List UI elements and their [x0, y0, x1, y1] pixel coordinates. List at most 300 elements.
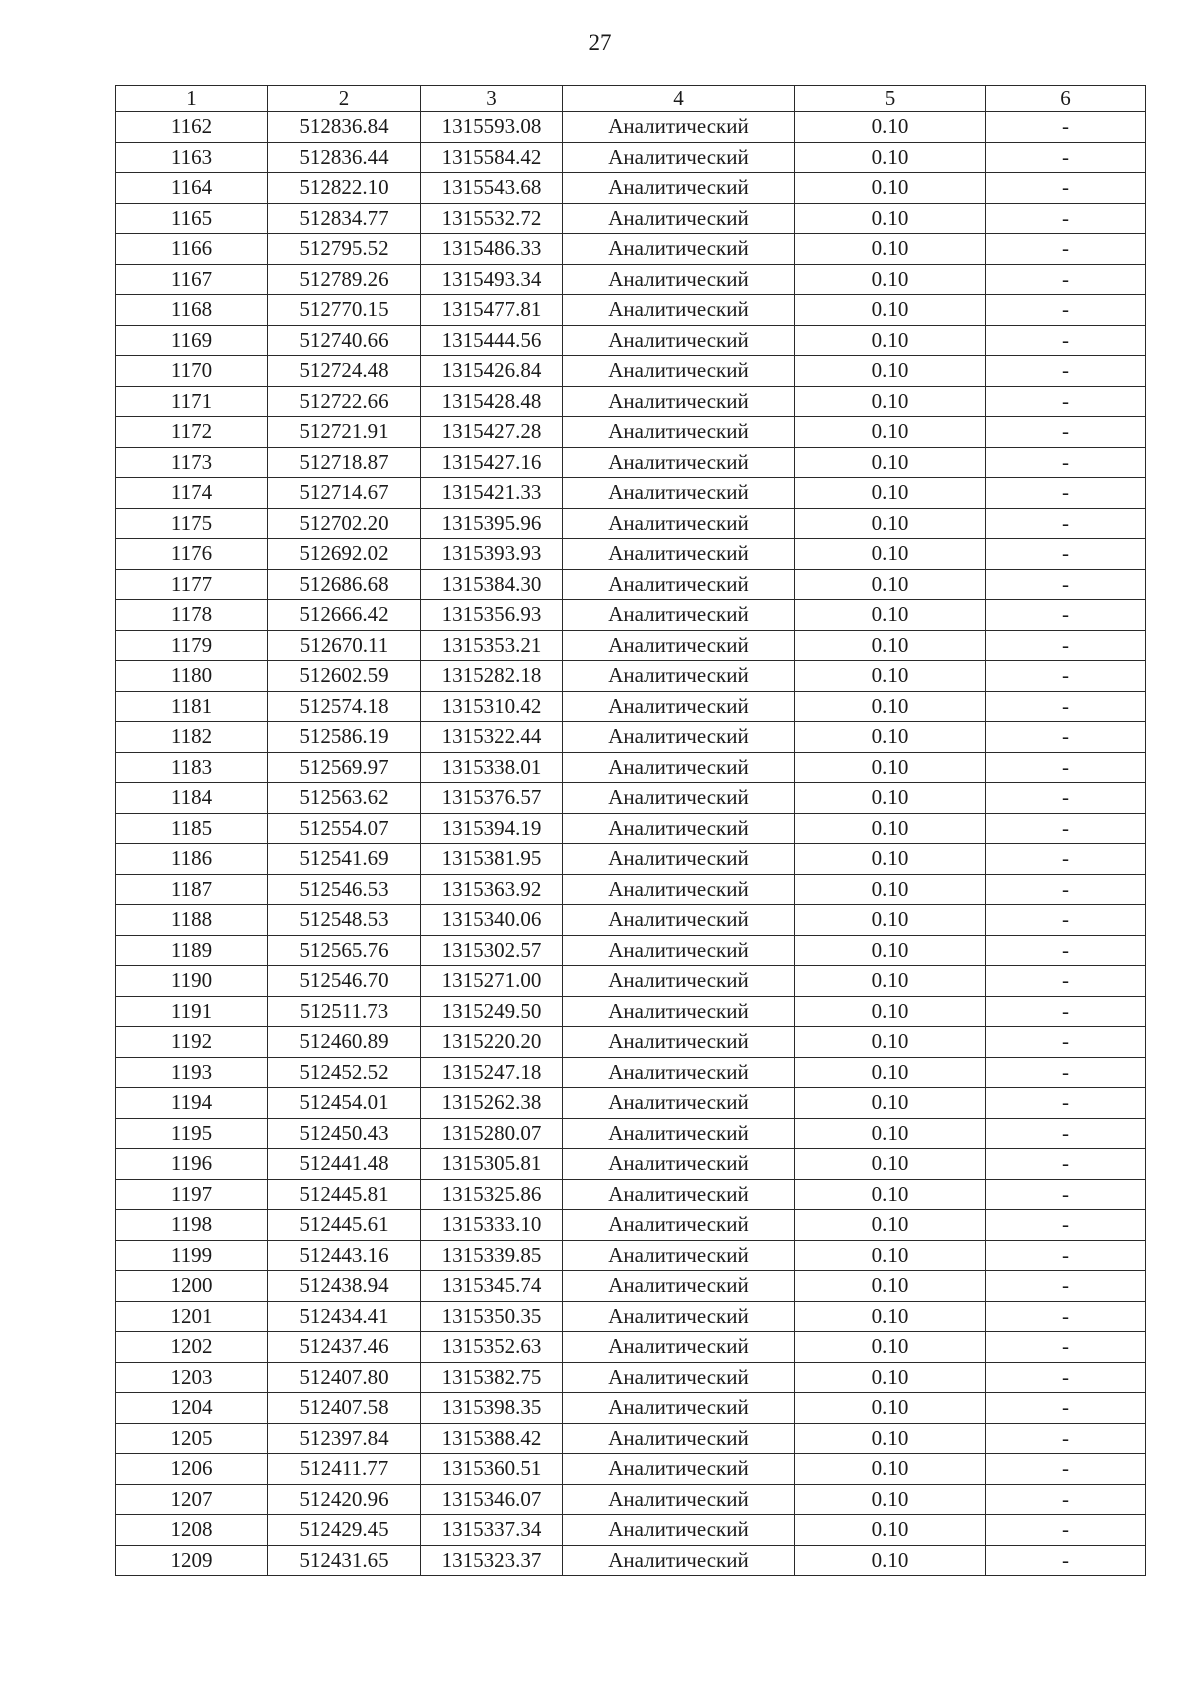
accuracy-cell: 0.10 — [795, 1423, 986, 1454]
y-coordinate-cell: 1315486.33 — [421, 234, 563, 265]
x-coordinate-cell: 512452.52 — [268, 1057, 421, 1088]
table-row — [116, 813, 1146, 844]
table-row — [116, 1149, 1146, 1180]
y-coordinate-cell: 1315350.35 — [421, 1301, 563, 1332]
accuracy-cell: 0.10 — [795, 264, 986, 295]
x-coordinate-cell: 512407.80 — [268, 1362, 421, 1393]
method-cell: Аналитический — [563, 1301, 795, 1332]
table-row — [116, 539, 1146, 570]
accuracy-cell: 0.10 — [795, 722, 986, 753]
description-cell: - — [986, 844, 1146, 875]
description-cell: - — [986, 874, 1146, 905]
accuracy-cell: 0.10 — [795, 661, 986, 692]
description-cell: - — [986, 630, 1146, 661]
y-coordinate-cell: 1315426.84 — [421, 356, 563, 387]
accuracy-cell: 0.10 — [795, 173, 986, 204]
y-coordinate-cell: 1315325.86 — [421, 1179, 563, 1210]
y-coordinate-cell: 1315382.75 — [421, 1362, 563, 1393]
table-row — [116, 722, 1146, 753]
description-cell: - — [986, 783, 1146, 814]
x-coordinate-cell: 512770.15 — [268, 295, 421, 326]
accuracy-cell: 0.10 — [795, 142, 986, 173]
table-row — [116, 173, 1146, 204]
x-coordinate-cell: 512445.61 — [268, 1210, 421, 1241]
column-header: 3 — [421, 86, 563, 112]
method-cell: Аналитический — [563, 691, 795, 722]
description-cell: - — [986, 325, 1146, 356]
accuracy-cell: 0.10 — [795, 1027, 986, 1058]
method-cell: Аналитический — [563, 1362, 795, 1393]
description-cell: - — [986, 1088, 1146, 1119]
table-row — [116, 661, 1146, 692]
accuracy-cell: 0.10 — [795, 1057, 986, 1088]
method-cell: Аналитический — [563, 1484, 795, 1515]
y-coordinate-cell: 1315493.34 — [421, 264, 563, 295]
y-coordinate-cell: 1315280.07 — [421, 1118, 563, 1149]
description-cell: - — [986, 1118, 1146, 1149]
accuracy-cell: 0.10 — [795, 234, 986, 265]
table-row — [116, 1210, 1146, 1241]
description-cell: - — [986, 356, 1146, 387]
accuracy-cell: 0.10 — [795, 1149, 986, 1180]
y-coordinate-cell: 1315310.42 — [421, 691, 563, 722]
description-cell: - — [986, 142, 1146, 173]
table-row — [116, 447, 1146, 478]
table-row — [116, 112, 1146, 143]
point-number-cell: 1170 — [116, 356, 268, 387]
table-row — [116, 417, 1146, 448]
description-cell: - — [986, 234, 1146, 265]
description-cell: - — [986, 1454, 1146, 1485]
table-row — [116, 264, 1146, 295]
table-row — [116, 386, 1146, 417]
y-coordinate-cell: 1315262.38 — [421, 1088, 563, 1119]
column-header: 1 — [116, 86, 268, 112]
point-number-cell: 1209 — [116, 1545, 268, 1576]
description-cell: - — [986, 508, 1146, 539]
description-cell: - — [986, 935, 1146, 966]
x-coordinate-cell: 512407.58 — [268, 1393, 421, 1424]
table-row — [116, 142, 1146, 173]
accuracy-cell: 0.10 — [795, 905, 986, 936]
y-coordinate-cell: 1315339.85 — [421, 1240, 563, 1271]
x-coordinate-cell: 512574.18 — [268, 691, 421, 722]
page-number: 27 — [588, 30, 612, 55]
y-coordinate-cell: 1315543.68 — [421, 173, 563, 204]
accuracy-cell: 0.10 — [795, 569, 986, 600]
method-cell: Аналитический — [563, 600, 795, 631]
description-cell: - — [986, 752, 1146, 783]
accuracy-cell: 0.10 — [795, 1362, 986, 1393]
point-number-cell: 1208 — [116, 1515, 268, 1546]
point-number-cell: 1171 — [116, 386, 268, 417]
y-coordinate-cell: 1315345.74 — [421, 1271, 563, 1302]
method-cell: Аналитический — [563, 661, 795, 692]
y-coordinate-cell: 1315532.72 — [421, 203, 563, 234]
table-row — [116, 630, 1146, 661]
x-coordinate-cell: 512586.19 — [268, 722, 421, 753]
x-coordinate-cell: 512724.48 — [268, 356, 421, 387]
point-number-cell: 1178 — [116, 600, 268, 631]
point-number-cell: 1200 — [116, 1271, 268, 1302]
point-number-cell: 1192 — [116, 1027, 268, 1058]
accuracy-cell: 0.10 — [795, 1454, 986, 1485]
description-cell: - — [986, 661, 1146, 692]
point-number-cell: 1166 — [116, 234, 268, 265]
x-coordinate-cell: 512834.77 — [268, 203, 421, 234]
accuracy-cell: 0.10 — [795, 508, 986, 539]
table-row — [116, 600, 1146, 631]
description-cell: - — [986, 996, 1146, 1027]
description-cell: - — [986, 1179, 1146, 1210]
point-number-cell: 1201 — [116, 1301, 268, 1332]
point-number-cell: 1181 — [116, 691, 268, 722]
accuracy-cell: 0.10 — [795, 203, 986, 234]
description-cell: - — [986, 1149, 1146, 1180]
y-coordinate-cell: 1315584.42 — [421, 142, 563, 173]
method-cell: Аналитический — [563, 1271, 795, 1302]
accuracy-cell: 0.10 — [795, 1210, 986, 1241]
table-row — [116, 844, 1146, 875]
description-cell: - — [986, 203, 1146, 234]
method-cell: Аналитический — [563, 539, 795, 570]
table-row — [116, 1393, 1146, 1424]
accuracy-cell: 0.10 — [795, 447, 986, 478]
x-coordinate-cell: 512692.02 — [268, 539, 421, 570]
x-coordinate-cell: 512602.59 — [268, 661, 421, 692]
y-coordinate-cell: 1315337.34 — [421, 1515, 563, 1546]
table-row — [116, 1118, 1146, 1149]
y-coordinate-cell: 1315338.01 — [421, 752, 563, 783]
table-row — [116, 356, 1146, 387]
table-row — [116, 1515, 1146, 1546]
description-cell: - — [986, 569, 1146, 600]
y-coordinate-cell: 1315427.16 — [421, 447, 563, 478]
point-number-cell: 1202 — [116, 1332, 268, 1363]
x-coordinate-cell: 512450.43 — [268, 1118, 421, 1149]
accuracy-cell: 0.10 — [795, 813, 986, 844]
point-number-cell: 1187 — [116, 874, 268, 905]
point-number-cell: 1169 — [116, 325, 268, 356]
x-coordinate-cell: 512554.07 — [268, 813, 421, 844]
point-number-cell: 1198 — [116, 1210, 268, 1241]
x-coordinate-cell: 512548.53 — [268, 905, 421, 936]
method-cell: Аналитический — [563, 783, 795, 814]
method-cell: Аналитический — [563, 752, 795, 783]
accuracy-cell: 0.10 — [795, 1088, 986, 1119]
method-cell: Аналитический — [563, 112, 795, 143]
accuracy-cell: 0.10 — [795, 844, 986, 875]
x-coordinate-cell: 512438.94 — [268, 1271, 421, 1302]
point-number-cell: 1183 — [116, 752, 268, 783]
point-number-cell: 1188 — [116, 905, 268, 936]
description-cell: - — [986, 386, 1146, 417]
point-number-cell: 1206 — [116, 1454, 268, 1485]
method-cell: Аналитический — [563, 386, 795, 417]
y-coordinate-cell: 1315394.19 — [421, 813, 563, 844]
x-coordinate-cell: 512546.70 — [268, 966, 421, 997]
description-cell: - — [986, 1484, 1146, 1515]
method-cell: Аналитический — [563, 722, 795, 753]
table-row — [116, 1027, 1146, 1058]
x-coordinate-cell: 512429.45 — [268, 1515, 421, 1546]
accuracy-cell: 0.10 — [795, 1515, 986, 1546]
table-row — [116, 478, 1146, 509]
description-cell: - — [986, 539, 1146, 570]
x-coordinate-cell: 512686.68 — [268, 569, 421, 600]
table-row — [116, 1454, 1146, 1485]
description-cell: - — [986, 1515, 1146, 1546]
point-number-cell: 1193 — [116, 1057, 268, 1088]
accuracy-cell: 0.10 — [795, 600, 986, 631]
x-coordinate-cell: 512541.69 — [268, 844, 421, 875]
x-coordinate-cell: 512789.26 — [268, 264, 421, 295]
table-row — [116, 1301, 1146, 1332]
table-row — [116, 935, 1146, 966]
point-number-cell: 1172 — [116, 417, 268, 448]
accuracy-cell: 0.10 — [795, 966, 986, 997]
method-cell: Аналитический — [563, 508, 795, 539]
accuracy-cell: 0.10 — [795, 478, 986, 509]
y-coordinate-cell: 1315477.81 — [421, 295, 563, 326]
description-cell: - — [986, 966, 1146, 997]
table-row — [116, 234, 1146, 265]
method-cell: Аналитический — [563, 813, 795, 844]
point-number-cell: 1176 — [116, 539, 268, 570]
description-cell: - — [986, 691, 1146, 722]
x-coordinate-cell: 512511.73 — [268, 996, 421, 1027]
description-cell: - — [986, 1393, 1146, 1424]
y-coordinate-cell: 1315421.33 — [421, 478, 563, 509]
y-coordinate-cell: 1315249.50 — [421, 996, 563, 1027]
method-cell: Аналитический — [563, 325, 795, 356]
accuracy-cell: 0.10 — [795, 417, 986, 448]
point-number-cell: 1190 — [116, 966, 268, 997]
point-number-cell: 1180 — [116, 661, 268, 692]
x-coordinate-cell: 512445.81 — [268, 1179, 421, 1210]
table-row — [116, 1362, 1146, 1393]
table-row — [116, 1423, 1146, 1454]
table-row — [116, 996, 1146, 1027]
description-cell: - — [986, 1210, 1146, 1241]
method-cell: Аналитический — [563, 203, 795, 234]
accuracy-cell: 0.10 — [795, 691, 986, 722]
accuracy-cell: 0.10 — [795, 539, 986, 570]
y-coordinate-cell: 1315593.08 — [421, 112, 563, 143]
table-row — [116, 1057, 1146, 1088]
method-cell: Аналитический — [563, 844, 795, 875]
accuracy-cell: 0.10 — [795, 783, 986, 814]
table-header-row — [116, 86, 1146, 112]
table-row — [116, 1545, 1146, 1576]
x-coordinate-cell: 512431.65 — [268, 1545, 421, 1576]
table-body — [116, 112, 1146, 1576]
method-cell: Аналитический — [563, 356, 795, 387]
description-cell: - — [986, 1057, 1146, 1088]
table-row — [116, 295, 1146, 326]
x-coordinate-cell: 512563.62 — [268, 783, 421, 814]
description-cell: - — [986, 1240, 1146, 1271]
point-number-cell: 1199 — [116, 1240, 268, 1271]
method-cell: Аналитический — [563, 935, 795, 966]
description-cell: - — [986, 1332, 1146, 1363]
method-cell: Аналитический — [563, 996, 795, 1027]
method-cell: Аналитический — [563, 1454, 795, 1485]
method-cell: Аналитический — [563, 1118, 795, 1149]
accuracy-cell: 0.10 — [795, 996, 986, 1027]
point-number-cell: 1179 — [116, 630, 268, 661]
y-coordinate-cell: 1315395.96 — [421, 508, 563, 539]
y-coordinate-cell: 1315376.57 — [421, 783, 563, 814]
x-coordinate-cell: 512721.91 — [268, 417, 421, 448]
y-coordinate-cell: 1315428.48 — [421, 386, 563, 417]
accuracy-cell: 0.10 — [795, 1240, 986, 1271]
y-coordinate-cell: 1315388.42 — [421, 1423, 563, 1454]
column-header: 6 — [986, 86, 1146, 112]
y-coordinate-cell: 1315302.57 — [421, 935, 563, 966]
method-cell: Аналитический — [563, 1545, 795, 1576]
y-coordinate-cell: 1315352.63 — [421, 1332, 563, 1363]
table-row — [116, 783, 1146, 814]
method-cell: Аналитический — [563, 1088, 795, 1119]
method-cell: Аналитический — [563, 1423, 795, 1454]
x-coordinate-cell: 512569.97 — [268, 752, 421, 783]
y-coordinate-cell: 1315247.18 — [421, 1057, 563, 1088]
column-header: 2 — [268, 86, 421, 112]
table-row — [116, 1088, 1146, 1119]
x-coordinate-cell: 512437.46 — [268, 1332, 421, 1363]
method-cell: Аналитический — [563, 1057, 795, 1088]
point-number-cell: 1175 — [116, 508, 268, 539]
method-cell: Аналитический — [563, 1240, 795, 1271]
y-coordinate-cell: 1315393.93 — [421, 539, 563, 570]
method-cell: Аналитический — [563, 1027, 795, 1058]
accuracy-cell: 0.10 — [795, 1179, 986, 1210]
table-row — [116, 1179, 1146, 1210]
table-row — [116, 508, 1146, 539]
x-coordinate-cell: 512722.66 — [268, 386, 421, 417]
description-cell: - — [986, 417, 1146, 448]
point-number-cell: 1203 — [116, 1362, 268, 1393]
y-coordinate-cell: 1315271.00 — [421, 966, 563, 997]
x-coordinate-cell: 512670.11 — [268, 630, 421, 661]
description-cell: - — [986, 447, 1146, 478]
description-cell: - — [986, 173, 1146, 204]
y-coordinate-cell: 1315398.35 — [421, 1393, 563, 1424]
method-cell: Аналитический — [563, 1393, 795, 1424]
y-coordinate-cell: 1315360.51 — [421, 1454, 563, 1485]
x-coordinate-cell: 512836.84 — [268, 112, 421, 143]
accuracy-cell: 0.10 — [795, 1393, 986, 1424]
point-number-cell: 1189 — [116, 935, 268, 966]
x-coordinate-cell: 512441.48 — [268, 1149, 421, 1180]
point-number-cell: 1207 — [116, 1484, 268, 1515]
accuracy-cell: 0.10 — [795, 325, 986, 356]
point-number-cell: 1194 — [116, 1088, 268, 1119]
y-coordinate-cell: 1315346.07 — [421, 1484, 563, 1515]
method-cell: Аналитический — [563, 478, 795, 509]
x-coordinate-cell: 512460.89 — [268, 1027, 421, 1058]
point-number-cell: 1164 — [116, 173, 268, 204]
description-cell: - — [986, 813, 1146, 844]
table-row — [116, 874, 1146, 905]
accuracy-cell: 0.10 — [795, 1332, 986, 1363]
y-coordinate-cell: 1315322.44 — [421, 722, 563, 753]
description-cell: - — [986, 722, 1146, 753]
x-coordinate-cell: 512702.20 — [268, 508, 421, 539]
description-cell: - — [986, 1271, 1146, 1302]
y-coordinate-cell: 1315340.06 — [421, 905, 563, 936]
description-cell: - — [986, 112, 1146, 143]
y-coordinate-cell: 1315427.28 — [421, 417, 563, 448]
x-coordinate-cell: 512443.16 — [268, 1240, 421, 1271]
table-row — [116, 569, 1146, 600]
method-cell: Аналитический — [563, 874, 795, 905]
point-number-cell: 1204 — [116, 1393, 268, 1424]
description-cell: - — [986, 1027, 1146, 1058]
point-number-cell: 1162 — [116, 112, 268, 143]
method-cell: Аналитический — [563, 569, 795, 600]
x-coordinate-cell: 512454.01 — [268, 1088, 421, 1119]
method-cell: Аналитический — [563, 447, 795, 478]
accuracy-cell: 0.10 — [795, 630, 986, 661]
method-cell: Аналитический — [563, 1515, 795, 1546]
point-number-cell: 1191 — [116, 996, 268, 1027]
method-cell: Аналитический — [563, 1210, 795, 1241]
description-cell: - — [986, 1362, 1146, 1393]
accuracy-cell: 0.10 — [795, 1118, 986, 1149]
column-header: 5 — [795, 86, 986, 112]
table-row — [116, 966, 1146, 997]
description-cell: - — [986, 478, 1146, 509]
table-row — [116, 203, 1146, 234]
table-row — [116, 1332, 1146, 1363]
point-number-cell: 1177 — [116, 569, 268, 600]
x-coordinate-cell: 512565.76 — [268, 935, 421, 966]
y-coordinate-cell: 1315353.21 — [421, 630, 563, 661]
description-cell: - — [986, 1301, 1146, 1332]
method-cell: Аналитический — [563, 966, 795, 997]
x-coordinate-cell: 512546.53 — [268, 874, 421, 905]
table-row — [116, 1484, 1146, 1515]
accuracy-cell: 0.10 — [795, 935, 986, 966]
point-number-cell: 1173 — [116, 447, 268, 478]
point-number-cell: 1182 — [116, 722, 268, 753]
method-cell: Аналитический — [563, 1332, 795, 1363]
x-coordinate-cell: 512718.87 — [268, 447, 421, 478]
method-cell: Аналитический — [563, 173, 795, 204]
method-cell: Аналитический — [563, 264, 795, 295]
accuracy-cell: 0.10 — [795, 752, 986, 783]
point-number-cell: 1196 — [116, 1149, 268, 1180]
x-coordinate-cell: 512397.84 — [268, 1423, 421, 1454]
accuracy-cell: 0.10 — [795, 356, 986, 387]
accuracy-cell: 0.10 — [795, 1545, 986, 1576]
description-cell: - — [986, 1423, 1146, 1454]
accuracy-cell: 0.10 — [795, 1301, 986, 1332]
point-number-cell: 1174 — [116, 478, 268, 509]
point-number-cell: 1195 — [116, 1118, 268, 1149]
method-cell: Аналитический — [563, 417, 795, 448]
y-coordinate-cell: 1315220.20 — [421, 1027, 563, 1058]
description-cell: - — [986, 600, 1146, 631]
method-cell: Аналитический — [563, 1179, 795, 1210]
x-coordinate-cell: 512434.41 — [268, 1301, 421, 1332]
point-number-cell: 1167 — [116, 264, 268, 295]
table-row — [116, 691, 1146, 722]
y-coordinate-cell: 1315333.10 — [421, 1210, 563, 1241]
method-cell: Аналитический — [563, 295, 795, 326]
